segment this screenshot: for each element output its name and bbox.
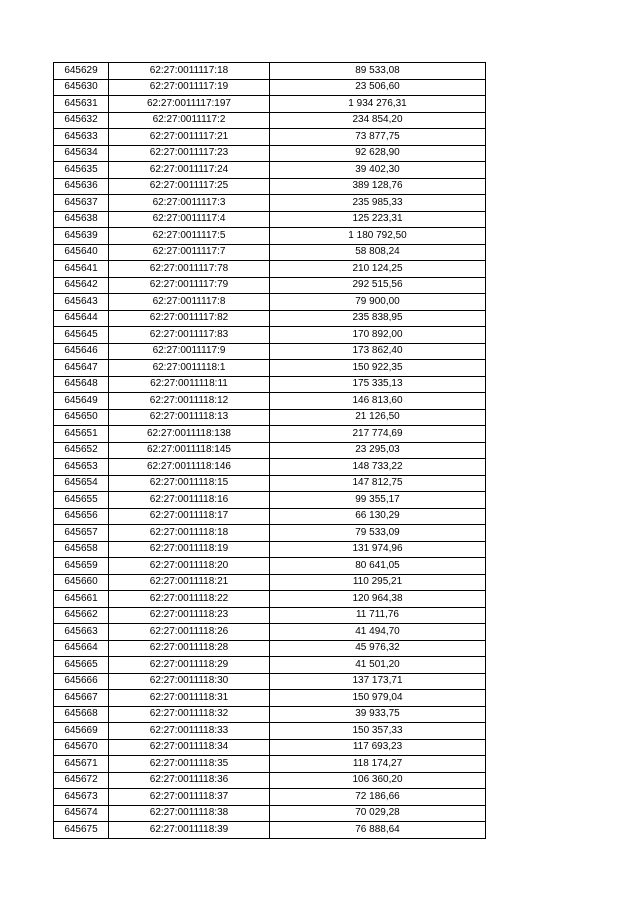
value-cell: 39 933,75 xyxy=(270,706,486,723)
table-body xyxy=(54,63,486,839)
cadastral-number-cell: 62:27:0011118:22 xyxy=(109,591,270,608)
table-row xyxy=(54,244,486,261)
value-cell: 175 335,13 xyxy=(270,376,486,393)
table-row xyxy=(54,607,486,624)
cadastral-number-cell: 62:27:0011117:23 xyxy=(109,145,270,162)
table-row xyxy=(54,211,486,228)
table-row xyxy=(54,459,486,476)
value-cell: 146 813,60 xyxy=(270,393,486,410)
value-cell: 45 976,32 xyxy=(270,640,486,657)
cadastral-number-cell: 62:27:0011118:17 xyxy=(109,508,270,525)
value-cell: 234 854,20 xyxy=(270,112,486,129)
value-cell: 235 838,95 xyxy=(270,310,486,327)
cadastral-number-cell: 62:27:0011118:32 xyxy=(109,706,270,723)
value-cell: 125 223,31 xyxy=(270,211,486,228)
cadastral-number-cell: 62:27:0011118:13 xyxy=(109,409,270,426)
cadastral-number-cell: 62:27:0011117:5 xyxy=(109,228,270,245)
table-row xyxy=(54,393,486,410)
row-id-cell: 645661 xyxy=(54,591,109,608)
value-cell: 131 974,96 xyxy=(270,541,486,558)
cadastral-number-cell: 62:27:0011118:23 xyxy=(109,607,270,624)
cadastral-number-cell: 62:27:0011118:39 xyxy=(109,822,270,839)
table-row xyxy=(54,822,486,839)
value-cell: 235 985,33 xyxy=(270,195,486,212)
table-row xyxy=(54,409,486,426)
row-id-cell: 645641 xyxy=(54,261,109,278)
table-row xyxy=(54,739,486,756)
row-id-cell: 645639 xyxy=(54,228,109,245)
value-cell: 23 295,03 xyxy=(270,442,486,459)
value-cell: 76 888,64 xyxy=(270,822,486,839)
value-cell: 79 533,09 xyxy=(270,525,486,542)
cadastral-number-cell: 62:27:0011117:78 xyxy=(109,261,270,278)
table-row xyxy=(54,508,486,525)
cadastral-number-cell: 62:27:0011118:34 xyxy=(109,739,270,756)
cadastral-number-cell: 62:27:0011117:4 xyxy=(109,211,270,228)
value-cell: 89 533,08 xyxy=(270,63,486,80)
table-row xyxy=(54,79,486,96)
cadastral-number-cell: 62:27:0011118:19 xyxy=(109,541,270,558)
table-row xyxy=(54,178,486,195)
row-id-cell: 645657 xyxy=(54,525,109,542)
cadastral-number-cell: 62:27:0011118:31 xyxy=(109,690,270,707)
table-row xyxy=(54,574,486,591)
cadastral-number-cell: 62:27:0011118:21 xyxy=(109,574,270,591)
cadastral-number-cell: 62:27:0011118:1 xyxy=(109,360,270,377)
cadastral-number-cell: 62:27:0011118:12 xyxy=(109,393,270,410)
cadastral-number-cell: 62:27:0011118:146 xyxy=(109,459,270,476)
value-cell: 39 402,30 xyxy=(270,162,486,179)
value-cell: 41 501,20 xyxy=(270,657,486,674)
row-id-cell: 645631 xyxy=(54,96,109,113)
table-row xyxy=(54,129,486,146)
value-cell: 23 506,60 xyxy=(270,79,486,96)
value-cell: 150 979,04 xyxy=(270,690,486,707)
cadastral-number-cell: 62:27:0011118:11 xyxy=(109,376,270,393)
row-id-cell: 645643 xyxy=(54,294,109,311)
value-cell: 11 711,76 xyxy=(270,607,486,624)
cadastral-number-cell: 62:27:0011117:83 xyxy=(109,327,270,344)
row-id-cell: 645658 xyxy=(54,541,109,558)
value-cell: 110 295,21 xyxy=(270,574,486,591)
table-row xyxy=(54,558,486,575)
cadastral-number-cell: 62:27:0011117:21 xyxy=(109,129,270,146)
table-row xyxy=(54,640,486,657)
row-id-cell: 645667 xyxy=(54,690,109,707)
value-cell: 80 641,05 xyxy=(270,558,486,575)
row-id-cell: 645666 xyxy=(54,673,109,690)
row-id-cell: 645649 xyxy=(54,393,109,410)
cadastral-number-cell: 62:27:0011117:82 xyxy=(109,310,270,327)
cadastral-number-cell: 62:27:0011118:28 xyxy=(109,640,270,657)
value-cell: 147 812,75 xyxy=(270,475,486,492)
row-id-cell: 645671 xyxy=(54,756,109,773)
table-row xyxy=(54,772,486,789)
table-row xyxy=(54,376,486,393)
table-row xyxy=(54,145,486,162)
table-row xyxy=(54,426,486,443)
table-row xyxy=(54,294,486,311)
cadastral-number-cell: 62:27:0011117:24 xyxy=(109,162,270,179)
cadastral-number-cell: 62:27:0011117:2 xyxy=(109,112,270,129)
table-row xyxy=(54,756,486,773)
row-id-cell: 645638 xyxy=(54,211,109,228)
table-row xyxy=(54,706,486,723)
table-row xyxy=(54,195,486,212)
row-id-cell: 645675 xyxy=(54,822,109,839)
value-cell: 148 733,22 xyxy=(270,459,486,476)
cadastral-number-cell: 62:27:0011118:145 xyxy=(109,442,270,459)
table-row xyxy=(54,492,486,509)
table-row xyxy=(54,63,486,80)
cadastral-number-cell: 62:27:0011118:35 xyxy=(109,756,270,773)
cadastral-number-cell: 62:27:0011118:15 xyxy=(109,475,270,492)
table-row xyxy=(54,360,486,377)
table-row xyxy=(54,541,486,558)
value-cell: 150 357,33 xyxy=(270,723,486,740)
table-row xyxy=(54,624,486,641)
cadastral-number-cell: 62:27:0011118:37 xyxy=(109,789,270,806)
cadastral-number-cell: 62:27:0011118:36 xyxy=(109,772,270,789)
row-id-cell: 645653 xyxy=(54,459,109,476)
value-cell: 170 892,00 xyxy=(270,327,486,344)
table-row xyxy=(54,327,486,344)
value-cell: 1 934 276,31 xyxy=(270,96,486,113)
table-row xyxy=(54,261,486,278)
row-id-cell: 645646 xyxy=(54,343,109,360)
value-cell: 137 173,71 xyxy=(270,673,486,690)
value-cell: 79 900,00 xyxy=(270,294,486,311)
row-id-cell: 645634 xyxy=(54,145,109,162)
table-row xyxy=(54,657,486,674)
row-id-cell: 645664 xyxy=(54,640,109,657)
row-id-cell: 645656 xyxy=(54,508,109,525)
cadastral-number-cell: 62:27:0011117:25 xyxy=(109,178,270,195)
row-id-cell: 645665 xyxy=(54,657,109,674)
value-cell: 21 126,50 xyxy=(270,409,486,426)
cadastral-number-cell: 62:27:0011117:7 xyxy=(109,244,270,261)
value-cell: 389 128,76 xyxy=(270,178,486,195)
table-row xyxy=(54,723,486,740)
cadastral-number-cell: 62:27:0011118:138 xyxy=(109,426,270,443)
row-id-cell: 645672 xyxy=(54,772,109,789)
cadastral-number-cell: 62:27:0011117:18 xyxy=(109,63,270,80)
row-id-cell: 645637 xyxy=(54,195,109,212)
value-cell: 117 693,23 xyxy=(270,739,486,756)
row-id-cell: 645651 xyxy=(54,426,109,443)
table-row xyxy=(54,789,486,806)
row-id-cell: 645636 xyxy=(54,178,109,195)
value-cell: 66 130,29 xyxy=(270,508,486,525)
table-row xyxy=(54,673,486,690)
cadastral-number-cell: 62:27:0011117:79 xyxy=(109,277,270,294)
value-cell: 118 174,27 xyxy=(270,756,486,773)
cadastral-number-cell: 62:27:0011117:9 xyxy=(109,343,270,360)
table-row xyxy=(54,805,486,822)
table-row xyxy=(54,442,486,459)
row-id-cell: 645642 xyxy=(54,277,109,294)
value-cell: 120 964,38 xyxy=(270,591,486,608)
row-id-cell: 645659 xyxy=(54,558,109,575)
table-row xyxy=(54,162,486,179)
cadastral-number-cell: 62:27:0011118:26 xyxy=(109,624,270,641)
value-cell: 150 922,35 xyxy=(270,360,486,377)
row-id-cell: 645669 xyxy=(54,723,109,740)
row-id-cell: 645652 xyxy=(54,442,109,459)
row-id-cell: 645655 xyxy=(54,492,109,509)
value-cell: 73 877,75 xyxy=(270,129,486,146)
cadastral-number-cell: 62:27:0011118:18 xyxy=(109,525,270,542)
row-id-cell: 645674 xyxy=(54,805,109,822)
cadastral-number-cell: 62:27:0011117:8 xyxy=(109,294,270,311)
cadastral-number-cell: 62:27:0011118:30 xyxy=(109,673,270,690)
value-cell: 99 355,17 xyxy=(270,492,486,509)
cadastral-number-cell: 62:27:0011118:20 xyxy=(109,558,270,575)
cadastral-number-cell: 62:27:0011118:38 xyxy=(109,805,270,822)
table-row xyxy=(54,228,486,245)
value-cell: 210 124,25 xyxy=(270,261,486,278)
table-row xyxy=(54,343,486,360)
row-id-cell: 645654 xyxy=(54,475,109,492)
table-row xyxy=(54,690,486,707)
value-cell: 173 862,40 xyxy=(270,343,486,360)
row-id-cell: 645660 xyxy=(54,574,109,591)
row-id-cell: 645673 xyxy=(54,789,109,806)
value-cell: 72 186,66 xyxy=(270,789,486,806)
row-id-cell: 645668 xyxy=(54,706,109,723)
row-id-cell: 645670 xyxy=(54,739,109,756)
row-id-cell: 645644 xyxy=(54,310,109,327)
cadastral-number-cell: 62:27:0011118:16 xyxy=(109,492,270,509)
row-id-cell: 645640 xyxy=(54,244,109,261)
row-id-cell: 645635 xyxy=(54,162,109,179)
value-cell: 217 774,69 xyxy=(270,426,486,443)
table-row xyxy=(54,112,486,129)
cadastral-number-cell: 62:27:0011118:29 xyxy=(109,657,270,674)
value-cell: 70 029,28 xyxy=(270,805,486,822)
row-id-cell: 645650 xyxy=(54,409,109,426)
value-cell: 106 360,20 xyxy=(270,772,486,789)
row-id-cell: 645630 xyxy=(54,79,109,96)
value-cell: 1 180 792,50 xyxy=(270,228,486,245)
row-id-cell: 645662 xyxy=(54,607,109,624)
value-cell: 92 628,90 xyxy=(270,145,486,162)
cadastral-number-cell: 62:27:0011118:33 xyxy=(109,723,270,740)
row-id-cell: 645645 xyxy=(54,327,109,344)
cadastral-number-cell: 62:27:0011117:19 xyxy=(109,79,270,96)
table-row xyxy=(54,591,486,608)
data-table xyxy=(53,62,486,839)
row-id-cell: 645663 xyxy=(54,624,109,641)
table-row xyxy=(54,277,486,294)
cadastral-number-cell: 62:27:0011117:197 xyxy=(109,96,270,113)
table-row xyxy=(54,310,486,327)
table-row xyxy=(54,475,486,492)
row-id-cell: 645647 xyxy=(54,360,109,377)
table-row xyxy=(54,525,486,542)
value-cell: 292 515,56 xyxy=(270,277,486,294)
cadastral-number-cell: 62:27:0011117:3 xyxy=(109,195,270,212)
row-id-cell: 645633 xyxy=(54,129,109,146)
row-id-cell: 645629 xyxy=(54,63,109,80)
row-id-cell: 645648 xyxy=(54,376,109,393)
table-row xyxy=(54,96,486,113)
value-cell: 58 808,24 xyxy=(270,244,486,261)
row-id-cell: 645632 xyxy=(54,112,109,129)
value-cell: 41 494,70 xyxy=(270,624,486,641)
